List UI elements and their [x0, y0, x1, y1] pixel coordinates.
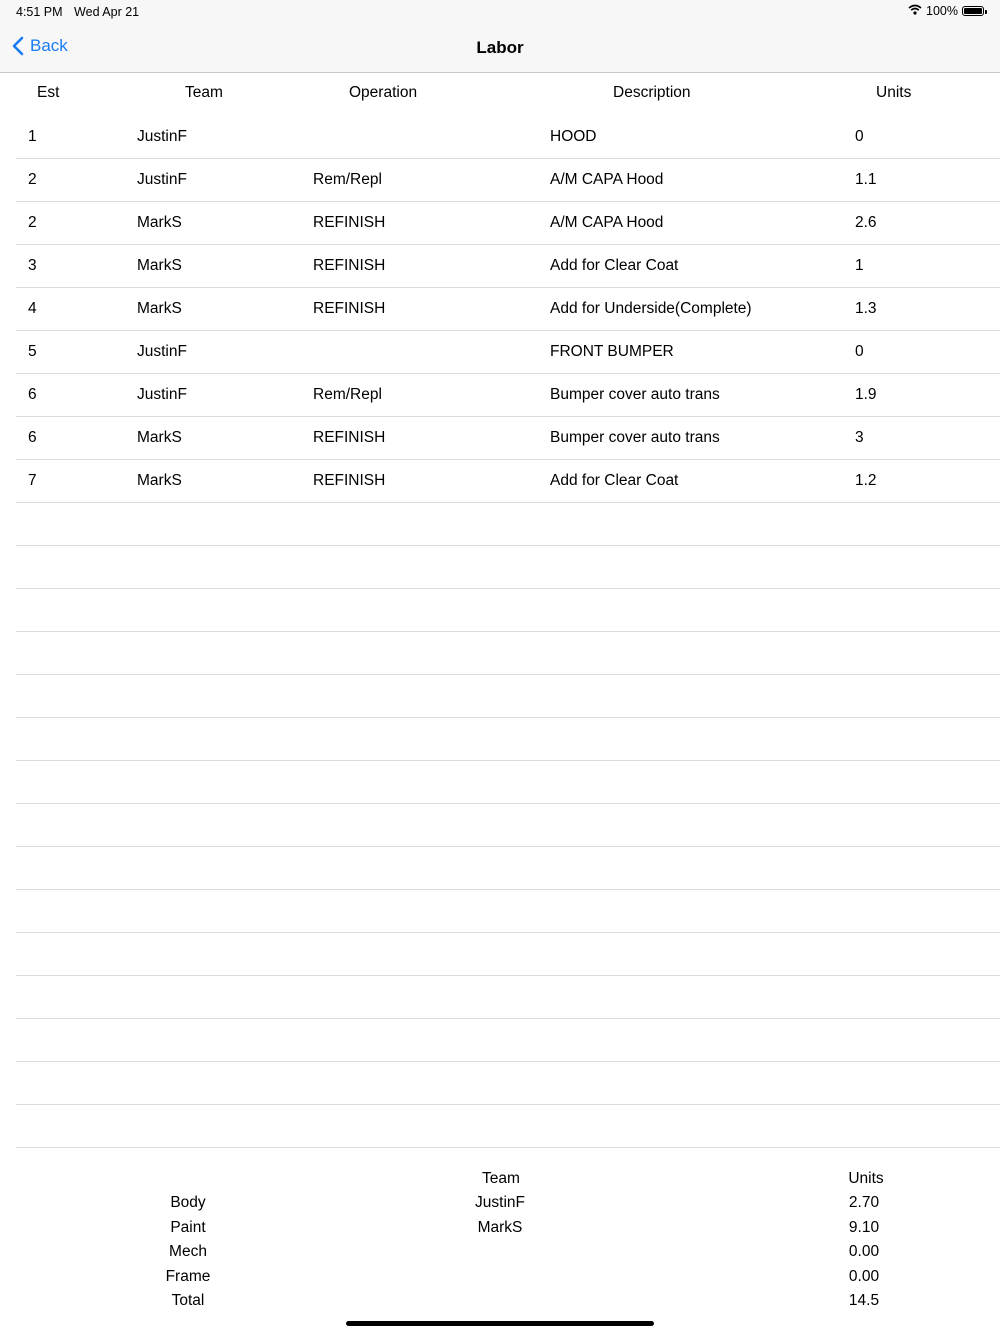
cell-description: Add for Underside(Complete) [550, 300, 752, 317]
table-row[interactable] [16, 245, 1000, 288]
empty-table-row [16, 976, 1000, 1019]
table-row[interactable] [16, 417, 1000, 460]
cell-units: 0 [855, 343, 864, 360]
cell-description: A/M CAPA Hood [550, 171, 664, 188]
empty-table-row [16, 847, 1000, 890]
column-header-team: Team [185, 84, 223, 101]
cell-est: 6 [28, 429, 37, 446]
cell-est: 3 [28, 257, 37, 274]
home-indicator[interactable] [346, 1321, 654, 1326]
empty-table-row [16, 632, 1000, 675]
cell-est: 2 [28, 214, 37, 231]
cell-team: JustinF [137, 343, 187, 360]
cell-team: MarkS [137, 300, 182, 317]
table-row[interactable] [16, 202, 1000, 245]
empty-table-row [16, 1062, 1000, 1105]
cell-description: Bumper cover auto trans [550, 386, 720, 403]
summary-units: 14.5 [848, 1292, 880, 1309]
status-time-date [16, 5, 147, 19]
cell-operation: REFINISH [313, 214, 386, 231]
table-row[interactable] [16, 460, 1000, 503]
empty-table-row [16, 546, 1000, 589]
empty-table-row [16, 503, 1000, 546]
table-row[interactable] [16, 374, 1000, 417]
cell-operation: REFINISH [313, 257, 386, 274]
summary-team-header: Team [482, 1170, 520, 1187]
empty-table-row [16, 761, 1000, 804]
summary-units: 0.00 [848, 1243, 880, 1260]
cell-team: MarkS [137, 257, 182, 274]
summary-category: Paint [170, 1219, 206, 1236]
table-row[interactable] [16, 159, 1000, 202]
wifi-icon [908, 4, 922, 18]
table-row[interactable] [16, 288, 1000, 331]
cell-team: MarkS [137, 472, 182, 489]
summary-units: 0.00 [848, 1268, 880, 1285]
cell-units: 2.6 [855, 214, 877, 231]
cell-team: JustinF [137, 386, 187, 403]
cell-units: 0 [855, 128, 864, 145]
status-time: 4:51 PM [16, 5, 63, 19]
cell-team: JustinF [137, 171, 187, 188]
summary-category: Mech [169, 1243, 207, 1260]
cell-description: FRONT BUMPER [550, 343, 674, 360]
status-date: Wed Apr 21 [74, 5, 140, 19]
cell-est: 4 [28, 300, 37, 317]
cell-team: JustinF [137, 128, 187, 145]
cell-description: Add for Clear Coat [550, 257, 679, 274]
status-bar [0, 0, 1000, 24]
summary-category: Total [171, 1292, 205, 1309]
cell-units: 1.3 [855, 300, 877, 317]
cell-description: Add for Clear Coat [550, 472, 679, 489]
empty-table-row [16, 589, 1000, 632]
cell-est: 6 [28, 386, 37, 403]
cell-units: 1.1 [855, 171, 877, 188]
empty-table-row [16, 1105, 1000, 1148]
battery-percent: 100% [926, 4, 958, 18]
cell-description: A/M CAPA Hood [550, 214, 664, 231]
cell-operation: Rem/Repl [313, 386, 382, 403]
summary-team: MarkS [477, 1219, 523, 1236]
status-indicators [908, 4, 984, 18]
empty-table-row [16, 890, 1000, 933]
table-row[interactable] [16, 331, 1000, 374]
empty-table-row [16, 933, 1000, 976]
cell-est: 1 [28, 128, 37, 145]
cell-est: 2 [28, 171, 37, 188]
cell-operation: Rem/Repl [313, 171, 382, 188]
back-label: Back [30, 36, 68, 55]
cell-team: MarkS [137, 429, 182, 446]
cell-units: 1.2 [855, 472, 877, 489]
summary-units: 2.70 [848, 1194, 880, 1211]
cell-est: 7 [28, 472, 37, 489]
summary-units: 9.10 [848, 1219, 880, 1236]
cell-units: 3 [855, 429, 864, 446]
summary-category: Frame [165, 1268, 211, 1285]
empty-table-row [16, 675, 1000, 718]
cell-team: MarkS [137, 214, 182, 231]
battery-icon [962, 6, 984, 16]
table-row[interactable] [16, 116, 1000, 159]
column-header-units: Units [876, 84, 912, 101]
empty-table-row [16, 804, 1000, 847]
cell-description: HOOD [550, 128, 597, 145]
cell-est: 5 [28, 343, 37, 360]
cell-description: Bumper cover auto trans [550, 429, 720, 446]
column-header-operation: Operation [349, 84, 418, 101]
column-header-est: Est [37, 84, 60, 101]
cell-units: 1 [855, 257, 864, 274]
empty-table-row [16, 1019, 1000, 1062]
cell-units: 1.9 [855, 386, 877, 403]
summary-units-header: Units [848, 1170, 884, 1187]
cell-operation: REFINISH [313, 300, 386, 317]
summary-category: Body [170, 1194, 206, 1211]
page-title: Labor [476, 38, 524, 57]
column-header-description: Description [613, 84, 691, 101]
empty-table-row [16, 718, 1000, 761]
navigation-bar [0, 24, 1000, 73]
cell-operation: REFINISH [313, 472, 386, 489]
cell-operation: REFINISH [313, 429, 386, 446]
summary-team: JustinF [475, 1194, 525, 1211]
